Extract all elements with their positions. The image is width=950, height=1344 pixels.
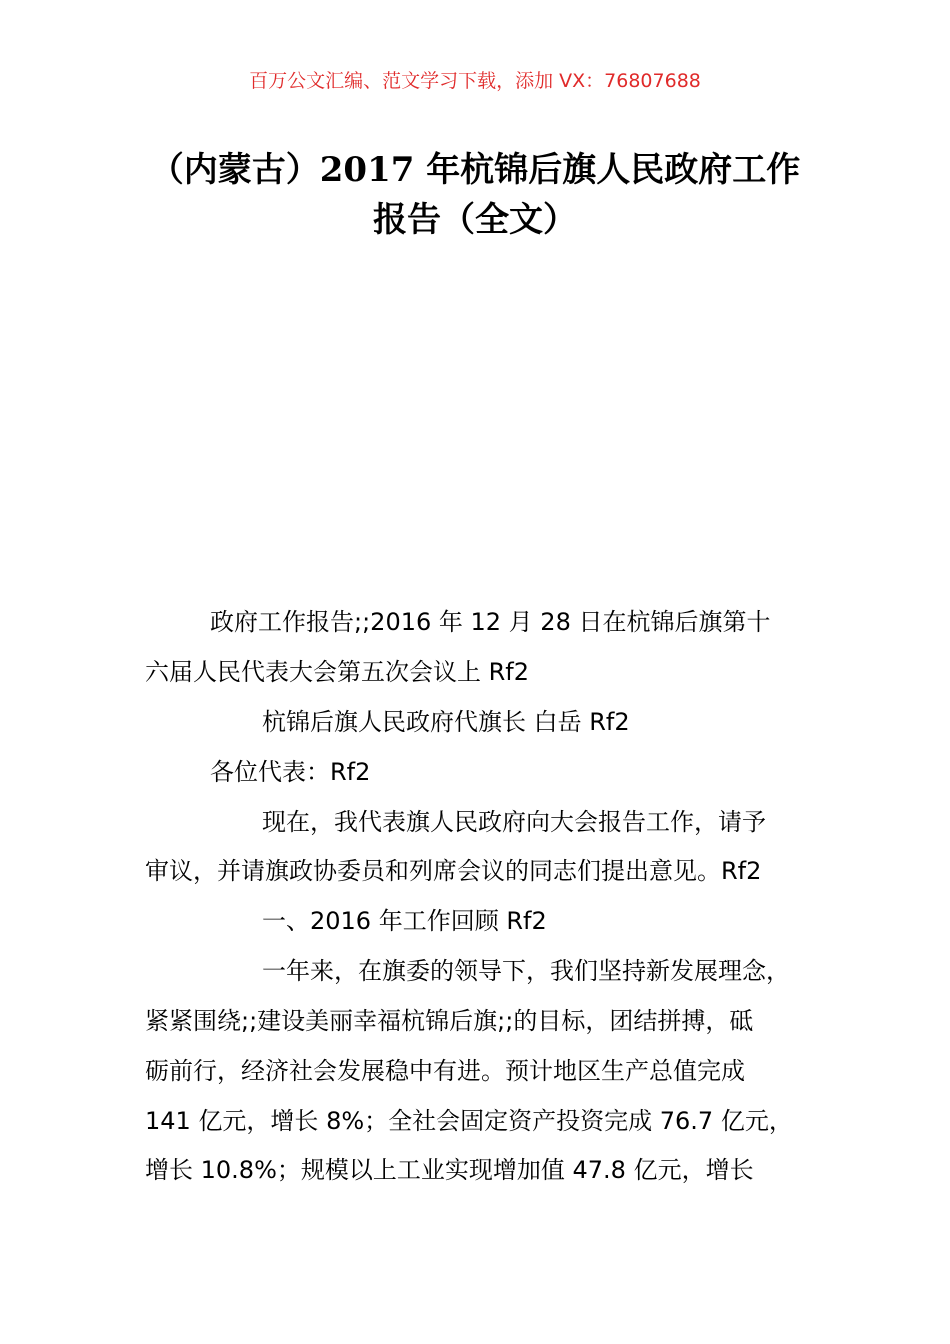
body-line: 杭锦后旗人民政府代旗长 白岳 Rf2 xyxy=(262,708,630,736)
body-line: 各位代表：Rf2 xyxy=(210,758,371,786)
body-line: 六届人民代表大会第五次会议上 Rf2 xyxy=(145,658,530,686)
section-heading: 一、2016 年工作回顾 Rf2 xyxy=(262,907,547,935)
watermark-banner: 百万公文汇编、范文学习下载，添加 VX：76807688 xyxy=(249,70,701,92)
body-line: 现在，我代表旗人民政府向大会报告工作，请予 xyxy=(262,808,766,836)
document-title-line-2: 报告（全文） xyxy=(373,200,577,240)
body-line: 增长 10.8%；规模以上工业实现增加值 47.8 亿元，增长 xyxy=(145,1156,754,1184)
body-line: 审议，并请旗政协委员和列席会议的同志们提出意见。Rf2 xyxy=(145,857,762,885)
body-line: 一年来，在旗委的领导下，我们坚持新发展理念， xyxy=(262,957,790,985)
body-line: 141 亿元，增长 8%；全社会固定资产投资完成 76.7 亿元， xyxy=(145,1107,793,1135)
document-title-line-1: （内蒙古）2017 年杭锦后旗人民政府工作 xyxy=(149,150,801,190)
body-line: 政府工作报告;;2016 年 12 月 28 日在杭锦后旗第十 xyxy=(210,608,771,636)
body-line: 紧紧围绕;;建设美丽幸福杭锦后旗;;的目标，团结拼搏，砥 xyxy=(145,1007,754,1035)
body-line: 砺前行，经济社会发展稳中有进。预计地区生产总值完成 xyxy=(145,1057,745,1085)
